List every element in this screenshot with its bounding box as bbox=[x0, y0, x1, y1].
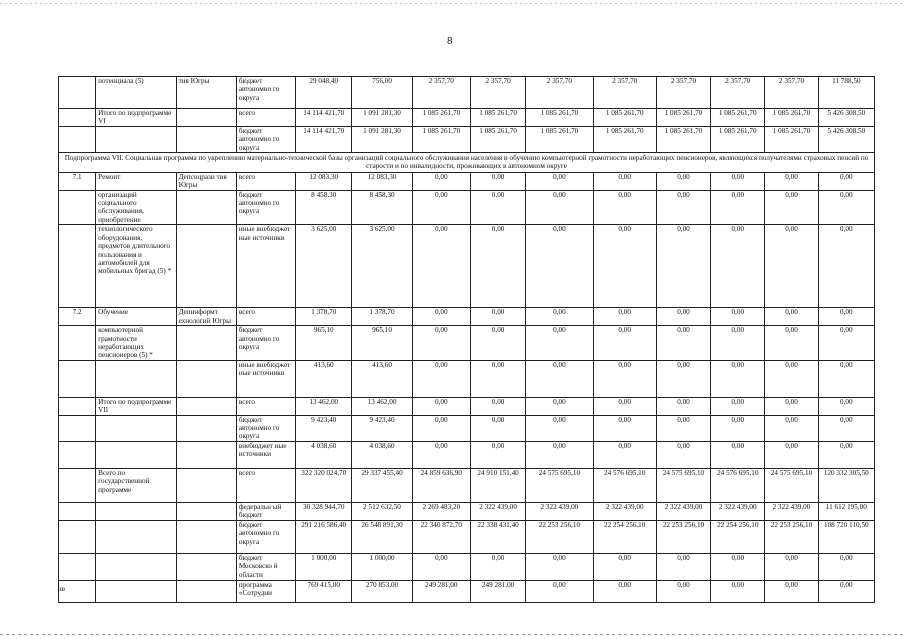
value-cell: 2 322 439,00 bbox=[711, 502, 765, 520]
value-cell: 108 720 110,50 bbox=[818, 520, 874, 553]
value-cell: 0,00 bbox=[526, 225, 593, 308]
value-cell: 0,00 bbox=[656, 415, 710, 441]
row-executor bbox=[176, 190, 236, 225]
value-cell: 0,00 bbox=[765, 397, 818, 415]
row-name bbox=[96, 520, 176, 553]
row-number bbox=[59, 109, 96, 127]
value-cell: 1 000,00 bbox=[352, 553, 412, 580]
value-cell: 22 253 256,10 bbox=[526, 520, 593, 553]
table-row bbox=[59, 77, 875, 109]
row-executor bbox=[176, 415, 236, 441]
value-cell: 2 512 632,50 bbox=[352, 502, 412, 520]
value-cell: 0,00 bbox=[470, 190, 525, 225]
value-cell: 0,00 bbox=[818, 553, 874, 580]
row-number bbox=[59, 225, 96, 308]
value-cell: 0,00 bbox=[656, 326, 710, 361]
value-cell: 0,00 bbox=[470, 553, 525, 580]
value-cell: 0,00 bbox=[593, 441, 656, 468]
value-cell: 0,00 bbox=[765, 360, 818, 397]
row-number bbox=[59, 360, 96, 397]
row-name: Ремонт bbox=[96, 172, 176, 190]
row-name: технологического оборудования, предметов длительного пользования и автомобилей для мобильных бригад (5) * bbox=[96, 225, 176, 308]
value-cell: 1 091 281,30 bbox=[352, 109, 412, 127]
table-row bbox=[59, 415, 875, 441]
row-funding-source: иные внебюджет ные источники bbox=[236, 360, 295, 397]
value-cell: 2 322 439,00 bbox=[656, 502, 710, 520]
value-cell: 0,00 bbox=[412, 360, 470, 397]
value-cell: 2 322 439,00 bbox=[470, 502, 525, 520]
value-cell: 24 859 636,90 bbox=[412, 468, 470, 502]
value-cell: 0,00 bbox=[412, 190, 470, 225]
value-cell: 0,00 bbox=[593, 190, 656, 225]
value-cell: 965,10 bbox=[296, 326, 352, 361]
value-cell: 0,00 bbox=[593, 172, 656, 190]
value-cell: 2 322 439,00 bbox=[765, 502, 818, 520]
row-funding-source: программа «Сотрудни bbox=[236, 580, 295, 602]
value-cell: 0,00 bbox=[526, 441, 593, 468]
value-cell: 0,00 bbox=[526, 308, 593, 326]
footer-mark: нв bbox=[58, 585, 66, 593]
row-funding-source: всего bbox=[236, 308, 295, 326]
value-cell: 0,00 bbox=[593, 308, 656, 326]
value-cell: 1 085 261,70 bbox=[765, 126, 818, 152]
value-cell: 2 269 483,20 bbox=[412, 502, 470, 520]
value-cell: 3 625,00 bbox=[352, 225, 412, 308]
row-funding-source: всего bbox=[236, 172, 295, 190]
row-number bbox=[59, 190, 96, 225]
value-cell: 12 083,30 bbox=[352, 172, 412, 190]
table-row bbox=[59, 468, 875, 502]
value-cell: 1 085 261,70 bbox=[412, 109, 470, 127]
value-cell: 22 338 431,40 bbox=[470, 520, 525, 553]
value-cell: 1 091 281,30 bbox=[352, 126, 412, 152]
row-funding-source: бюджет автономно го округа bbox=[236, 520, 295, 553]
value-cell: 0,00 bbox=[470, 326, 525, 361]
row-funding-source: бюджет автономно го округа bbox=[236, 190, 295, 225]
value-cell: 3 625,00 bbox=[296, 225, 352, 308]
value-cell: 0,00 bbox=[765, 326, 818, 361]
value-cell: 0,00 bbox=[656, 580, 710, 602]
table-body bbox=[59, 77, 875, 603]
row-number bbox=[59, 126, 96, 152]
value-cell: 0,00 bbox=[526, 415, 593, 441]
value-cell: 5 426 308,50 bbox=[818, 126, 874, 152]
table-row bbox=[59, 502, 875, 520]
row-funding-source: бюджет автономно го округа bbox=[236, 77, 295, 109]
value-cell: 120 332 305,50 bbox=[818, 468, 874, 502]
value-cell: 0,00 bbox=[526, 360, 593, 397]
value-cell: 0,00 bbox=[711, 580, 765, 602]
row-name bbox=[96, 441, 176, 468]
row-name bbox=[96, 415, 176, 441]
row-executor bbox=[176, 580, 236, 602]
value-cell: 0,00 bbox=[711, 441, 765, 468]
row-number bbox=[59, 553, 96, 580]
value-cell: 291 216 586,40 bbox=[296, 520, 352, 553]
value-cell: 0,00 bbox=[818, 225, 874, 308]
value-cell: 249 281,00 bbox=[470, 580, 525, 602]
value-cell: 0,00 bbox=[412, 172, 470, 190]
value-cell: 0,00 bbox=[470, 225, 525, 308]
program-heading-row bbox=[59, 153, 875, 173]
value-cell: 22 254 256,10 bbox=[593, 520, 656, 553]
value-cell: 0,00 bbox=[656, 308, 710, 326]
row-name: Итого по подпрограмме VI bbox=[96, 109, 176, 127]
value-cell: 0,00 bbox=[765, 225, 818, 308]
value-cell: 0,00 bbox=[470, 360, 525, 397]
value-cell: 1 000,00 bbox=[296, 553, 352, 580]
row-funding-source: федеральн ый бюджет bbox=[236, 502, 295, 520]
value-cell: 0,00 bbox=[711, 360, 765, 397]
row-name: Итого по подпрограмме VII bbox=[96, 397, 176, 415]
value-cell: 24 910 151,40 bbox=[470, 468, 525, 502]
value-cell: 22 253 256,10 bbox=[656, 520, 710, 553]
table-row bbox=[59, 580, 875, 602]
value-cell: 11 788,50 bbox=[818, 77, 874, 109]
value-cell: 0,00 bbox=[593, 553, 656, 580]
value-cell: 1 085 261,70 bbox=[526, 109, 593, 127]
row-number bbox=[59, 326, 96, 361]
value-cell: 0,00 bbox=[765, 172, 818, 190]
row-funding-source: всего bbox=[236, 109, 295, 127]
value-cell: 0,00 bbox=[526, 172, 593, 190]
value-cell: 8 458,30 bbox=[296, 190, 352, 225]
value-cell: 2 357,70 bbox=[765, 77, 818, 109]
value-cell: 0,00 bbox=[656, 441, 710, 468]
value-cell: 1 378,70 bbox=[296, 308, 352, 326]
value-cell: 0,00 bbox=[412, 397, 470, 415]
value-cell: 0,00 bbox=[593, 225, 656, 308]
value-cell: 1 085 261,70 bbox=[656, 126, 710, 152]
table-row bbox=[59, 190, 875, 225]
value-cell: 0,00 bbox=[711, 553, 765, 580]
row-executor bbox=[176, 502, 236, 520]
value-cell: 322 320 024,70 bbox=[296, 468, 352, 502]
value-cell: 0,00 bbox=[526, 326, 593, 361]
value-cell: 0,00 bbox=[412, 326, 470, 361]
value-cell: 0,00 bbox=[656, 360, 710, 397]
value-cell: 0,00 bbox=[470, 415, 525, 441]
value-cell: 0,00 bbox=[765, 190, 818, 225]
value-cell: 0,00 bbox=[711, 397, 765, 415]
row-name: Всего по государственной программе bbox=[96, 468, 176, 502]
value-cell: 0,00 bbox=[593, 415, 656, 441]
value-cell: 2 357,70 bbox=[656, 77, 710, 109]
row-name bbox=[96, 360, 176, 397]
row-funding-source: бюджет автономно го округа bbox=[236, 126, 295, 152]
table-row bbox=[59, 360, 875, 397]
row-funding-source: бюджет автономно го округа bbox=[236, 326, 295, 361]
value-cell: 1 378,70 bbox=[352, 308, 412, 326]
value-cell: 24 575 695,10 bbox=[656, 468, 710, 502]
row-executor bbox=[176, 360, 236, 397]
value-cell: 270 853,00 bbox=[352, 580, 412, 602]
value-cell: 0,00 bbox=[470, 308, 525, 326]
row-number: 7.2 bbox=[59, 308, 96, 326]
value-cell: 0,00 bbox=[765, 308, 818, 326]
value-cell: 0,00 bbox=[765, 441, 818, 468]
table-row bbox=[59, 225, 875, 308]
row-number bbox=[59, 520, 96, 553]
value-cell: 0,00 bbox=[818, 441, 874, 468]
row-executor bbox=[176, 468, 236, 502]
scan-edge-top bbox=[0, 3, 905, 4]
value-cell: 0,00 bbox=[818, 360, 874, 397]
value-cell: 1 085 261,70 bbox=[470, 109, 525, 127]
row-number: 7.1 bbox=[59, 172, 96, 190]
row-funding-source: бюджет Московско й области bbox=[236, 553, 295, 580]
value-cell: 24 575 695,10 bbox=[765, 468, 818, 502]
row-executor: Депсоцрази тия Югры bbox=[176, 172, 236, 190]
value-cell: 413,60 bbox=[352, 360, 412, 397]
row-name: организаций социального обслуживания, приобретение bbox=[96, 190, 176, 225]
value-cell: 0,00 bbox=[711, 415, 765, 441]
value-cell: 29 337 455,40 bbox=[352, 468, 412, 502]
value-cell: 24 575 695,10 bbox=[526, 468, 593, 502]
value-cell: 22 253 256,10 bbox=[765, 520, 818, 553]
value-cell: 2 357,70 bbox=[412, 77, 470, 109]
value-cell: 0,00 bbox=[526, 397, 593, 415]
value-cell: 22 340 872,70 bbox=[412, 520, 470, 553]
value-cell: 4 038,60 bbox=[296, 441, 352, 468]
value-cell: 0,00 bbox=[818, 580, 874, 602]
value-cell: 2 357,70 bbox=[470, 77, 525, 109]
scan-edge-bottom bbox=[0, 634, 905, 635]
value-cell: 0,00 bbox=[818, 326, 874, 361]
row-name bbox=[96, 553, 176, 580]
value-cell: 0,00 bbox=[526, 553, 593, 580]
value-cell: 9 423,40 bbox=[352, 415, 412, 441]
value-cell: 0,00 bbox=[765, 415, 818, 441]
value-cell: 965,10 bbox=[352, 326, 412, 361]
row-funding-source: внебюджет ные источники bbox=[236, 441, 295, 468]
value-cell: 1 085 261,70 bbox=[593, 126, 656, 152]
value-cell: 1 085 261,70 bbox=[765, 109, 818, 127]
page-number: 8 bbox=[447, 35, 453, 47]
row-number bbox=[59, 441, 96, 468]
value-cell: 0,00 bbox=[593, 360, 656, 397]
value-cell: 0,00 bbox=[711, 172, 765, 190]
value-cell: 0,00 bbox=[526, 580, 593, 602]
row-executor: Депинформт ехнологий Югры bbox=[176, 308, 236, 326]
row-name bbox=[96, 502, 176, 520]
value-cell: 0,00 bbox=[412, 553, 470, 580]
value-cell: 24 576 695,10 bbox=[711, 468, 765, 502]
value-cell: 0,00 bbox=[818, 172, 874, 190]
value-cell: 0,00 bbox=[656, 553, 710, 580]
row-name bbox=[96, 580, 176, 602]
row-executor bbox=[176, 109, 236, 127]
value-cell: 2 357,70 bbox=[711, 77, 765, 109]
value-cell: 413,60 bbox=[296, 360, 352, 397]
value-cell: 2 322 439,00 bbox=[526, 502, 593, 520]
table-row bbox=[59, 308, 875, 326]
value-cell: 0,00 bbox=[412, 225, 470, 308]
value-cell: 0,00 bbox=[656, 172, 710, 190]
value-cell: 0,00 bbox=[470, 441, 525, 468]
value-cell: 0,00 bbox=[711, 326, 765, 361]
value-cell: 0,00 bbox=[526, 190, 593, 225]
value-cell: 0,00 bbox=[593, 397, 656, 415]
table-row bbox=[59, 397, 875, 415]
row-number bbox=[59, 415, 96, 441]
value-cell: 14 114 421,70 bbox=[296, 126, 352, 152]
row-funding-source: бюджет автономно го округа bbox=[236, 415, 295, 441]
value-cell: 14 114 421,70 bbox=[296, 109, 352, 127]
row-funding-source: всего bbox=[236, 397, 295, 415]
row-executor: тия Югры bbox=[176, 77, 236, 109]
value-cell: 5 426 308,50 bbox=[818, 109, 874, 127]
value-cell: 249 281,00 bbox=[412, 580, 470, 602]
value-cell: 0,00 bbox=[593, 580, 656, 602]
row-executor bbox=[176, 553, 236, 580]
value-cell: 0,00 bbox=[765, 553, 818, 580]
row-number bbox=[59, 77, 96, 109]
row-executor bbox=[176, 441, 236, 468]
value-cell: 0,00 bbox=[593, 326, 656, 361]
value-cell: 1 085 261,70 bbox=[711, 109, 765, 127]
row-number bbox=[59, 468, 96, 502]
value-cell: 0,00 bbox=[711, 190, 765, 225]
value-cell: 0,00 bbox=[656, 397, 710, 415]
value-cell: 0,00 bbox=[470, 172, 525, 190]
value-cell: 0,00 bbox=[818, 397, 874, 415]
value-cell: 0,00 bbox=[765, 580, 818, 602]
table-row bbox=[59, 441, 875, 468]
table-row bbox=[59, 109, 875, 127]
value-cell: 756,00 bbox=[352, 77, 412, 109]
program-heading: Подпрограмма VII. Социальная программа по укреплению материально-технической базы организаций социального обслуживания населения и обучению компьютерной грамотности неработающих пенсионеров, являющихся получателями страховых пенсий по старости и по инвалидности, проживающих в автономном округе bbox=[59, 153, 875, 173]
row-number bbox=[59, 397, 96, 415]
table-row bbox=[59, 326, 875, 361]
budget-table bbox=[58, 76, 875, 603]
value-cell: 13 462,00 bbox=[296, 397, 352, 415]
value-cell: 4 038,60 bbox=[352, 441, 412, 468]
row-name: потенциала (5) bbox=[96, 77, 176, 109]
value-cell: 1 085 261,70 bbox=[470, 126, 525, 152]
row-funding-source: всего bbox=[236, 468, 295, 502]
value-cell: 0,00 bbox=[470, 397, 525, 415]
value-cell: 13 462,00 bbox=[352, 397, 412, 415]
value-cell: 1 085 261,70 bbox=[656, 109, 710, 127]
value-cell: 0,00 bbox=[711, 225, 765, 308]
value-cell: 769 415,00 bbox=[296, 580, 352, 602]
value-cell: 1 085 261,70 bbox=[593, 109, 656, 127]
value-cell: 26 548 891,30 bbox=[352, 520, 412, 553]
row-executor bbox=[176, 326, 236, 361]
value-cell: 8 458,30 bbox=[352, 190, 412, 225]
row-name: компьютерной грамотности неработающих пенсионеров (5) * bbox=[96, 326, 176, 361]
value-cell: 2 322 439,00 bbox=[593, 502, 656, 520]
row-executor bbox=[176, 126, 236, 152]
row-executor bbox=[176, 397, 236, 415]
value-cell: 11 612 195,00 bbox=[818, 502, 874, 520]
value-cell: 1 085 261,70 bbox=[526, 126, 593, 152]
row-number bbox=[59, 502, 96, 520]
value-cell: 0,00 bbox=[412, 415, 470, 441]
table-row bbox=[59, 126, 875, 152]
value-cell: 2 357,70 bbox=[593, 77, 656, 109]
value-cell: 30 328 944,70 bbox=[296, 502, 352, 520]
value-cell: 1 085 261,70 bbox=[412, 126, 470, 152]
value-cell: 2 357,70 bbox=[526, 77, 593, 109]
value-cell: 12 083,30 bbox=[296, 172, 352, 190]
row-executor bbox=[176, 520, 236, 553]
value-cell: 9 423,40 bbox=[296, 415, 352, 441]
row-name: Обучение bbox=[96, 308, 176, 326]
value-cell: 24 576 695,10 bbox=[593, 468, 656, 502]
table-row bbox=[59, 172, 875, 190]
value-cell: 0,00 bbox=[818, 308, 874, 326]
value-cell: 22 254 256,10 bbox=[711, 520, 765, 553]
value-cell: 0,00 bbox=[656, 225, 710, 308]
value-cell: 0,00 bbox=[656, 190, 710, 225]
row-executor bbox=[176, 225, 236, 308]
value-cell: 29 048,40 bbox=[296, 77, 352, 109]
row-name bbox=[96, 126, 176, 152]
table-row bbox=[59, 553, 875, 580]
value-cell: 0,00 bbox=[711, 308, 765, 326]
value-cell: 0,00 bbox=[818, 415, 874, 441]
value-cell: 0,00 bbox=[818, 190, 874, 225]
value-cell: 1 085 261,70 bbox=[711, 126, 765, 152]
value-cell: 0,00 bbox=[412, 441, 470, 468]
value-cell: 0,00 bbox=[412, 308, 470, 326]
row-funding-source: иные внебюджет ные источники bbox=[236, 225, 295, 308]
table-row bbox=[59, 520, 875, 553]
